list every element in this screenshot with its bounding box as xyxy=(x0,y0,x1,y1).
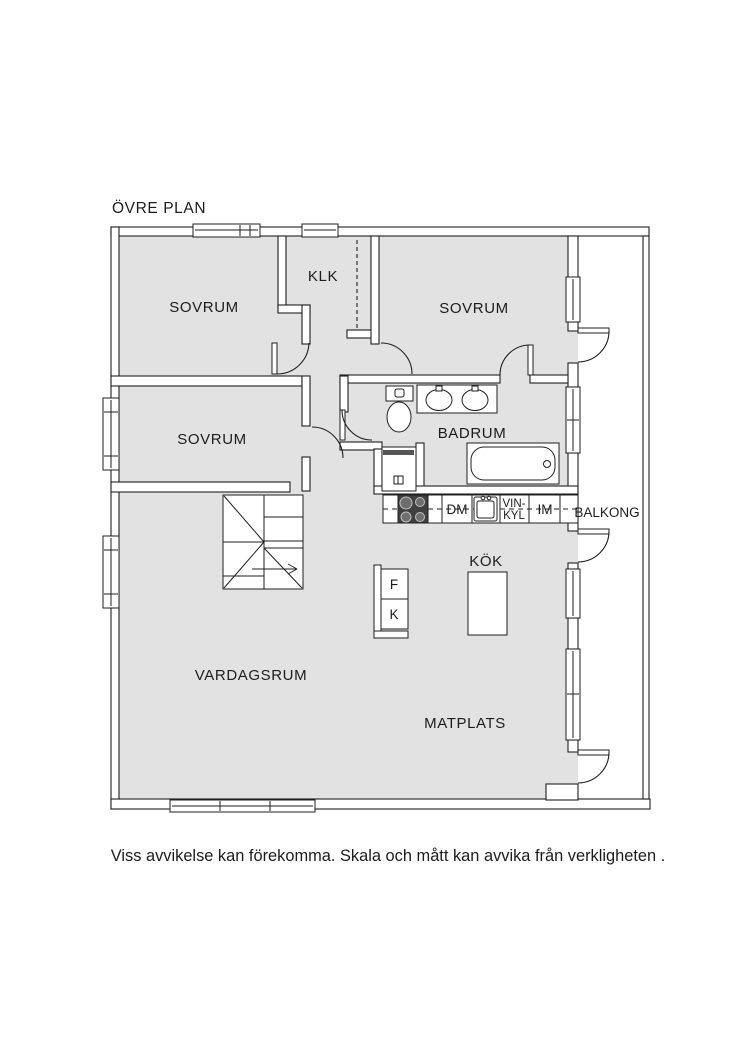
window-right-4 xyxy=(566,649,580,740)
shower-room xyxy=(382,447,416,491)
balcony-door-gap-2 xyxy=(568,531,578,563)
kitchen-sink-icon xyxy=(474,496,497,521)
window-left-1 xyxy=(103,398,119,470)
wall-shower-right xyxy=(416,443,424,491)
room-label-klk: KLK xyxy=(307,268,339,285)
stove-icon xyxy=(398,495,428,523)
room-label-badrum: BADRUM xyxy=(437,425,507,442)
label-freezer: F xyxy=(389,577,399,592)
exterior-wall-right-seg3 xyxy=(568,363,578,387)
window-top-2 xyxy=(302,224,338,237)
exterior-wall-right-seg8 xyxy=(546,784,578,800)
wall-badrum-north-a xyxy=(340,375,500,383)
wall-corridor-west-b xyxy=(302,457,310,491)
room-label-sovrum-ne: SOVRUM xyxy=(439,300,509,317)
window-left-2 xyxy=(103,536,119,608)
wall-klk-sovrumne xyxy=(371,236,379,344)
wall-shower-left xyxy=(374,449,382,491)
balcony-door-gap-3 xyxy=(568,752,578,784)
wall-badrum-west xyxy=(340,376,348,412)
room-label-vardagsrum: VARDAGSRUM xyxy=(194,667,308,684)
exterior-wall-right-seg1 xyxy=(568,236,578,278)
kitchen-island xyxy=(468,572,507,635)
balcony-railing xyxy=(643,236,649,799)
wall-klk-bottom xyxy=(347,330,373,338)
wall-sovrumnw-klk xyxy=(278,236,286,312)
toilet xyxy=(386,386,413,432)
exterior-wall-right-seg6 xyxy=(568,618,578,649)
window-right-1 xyxy=(566,277,580,322)
room-label-sovrum-nw: SOVRUM xyxy=(169,299,239,316)
shower-shelf xyxy=(383,450,414,455)
bathtub xyxy=(467,443,559,484)
room-label-balkong: BALKONG xyxy=(574,505,640,520)
staircase xyxy=(223,495,303,589)
exterior-wall-left xyxy=(111,227,119,809)
door-balkong-3 xyxy=(578,750,609,783)
window-right-3 xyxy=(566,569,580,618)
exterior-wall-right-seg7 xyxy=(568,740,578,752)
exterior-wall-top xyxy=(111,227,649,236)
label-wine-fridge-line2: KYL xyxy=(503,510,525,522)
door-balkong-2 xyxy=(578,529,609,562)
exterior-wall-right-seg2 xyxy=(568,322,578,331)
room-label-sovrum-w: SOVRUM xyxy=(177,431,247,448)
disclaimer-text: Viss avvikelse kan förekomma. Skala och mått kan avvika från verkligheten . xyxy=(110,847,666,865)
wall-corridor-west-a xyxy=(302,376,310,426)
wall-klk-stub xyxy=(302,305,310,344)
window-right-2 xyxy=(566,387,580,453)
page-title: ÖVRE PLAN xyxy=(112,200,207,217)
wall-sovrumnw-sovrumw xyxy=(111,376,302,386)
label-ice-machine: IM xyxy=(537,502,553,517)
wall-sovrumw-vardagsrum xyxy=(111,482,290,492)
wall-badrum-north-b xyxy=(530,375,568,383)
room-label-kok: KÖK xyxy=(469,553,503,570)
room-label-matplats: MATPLATS xyxy=(424,715,506,732)
exterior-wall-right-seg5 xyxy=(568,563,578,569)
window-top-1 xyxy=(193,224,260,237)
label-fridge: K xyxy=(389,607,399,622)
double-sink xyxy=(417,385,497,413)
label-wine-fridge-line1: VIN- xyxy=(502,498,526,510)
fridge-freezer-unit xyxy=(374,565,408,638)
door-balkong-1 xyxy=(578,328,609,362)
label-dishwasher: DM xyxy=(446,502,468,517)
balcony-door-gap-1 xyxy=(568,331,578,363)
window-bottom xyxy=(170,800,315,812)
